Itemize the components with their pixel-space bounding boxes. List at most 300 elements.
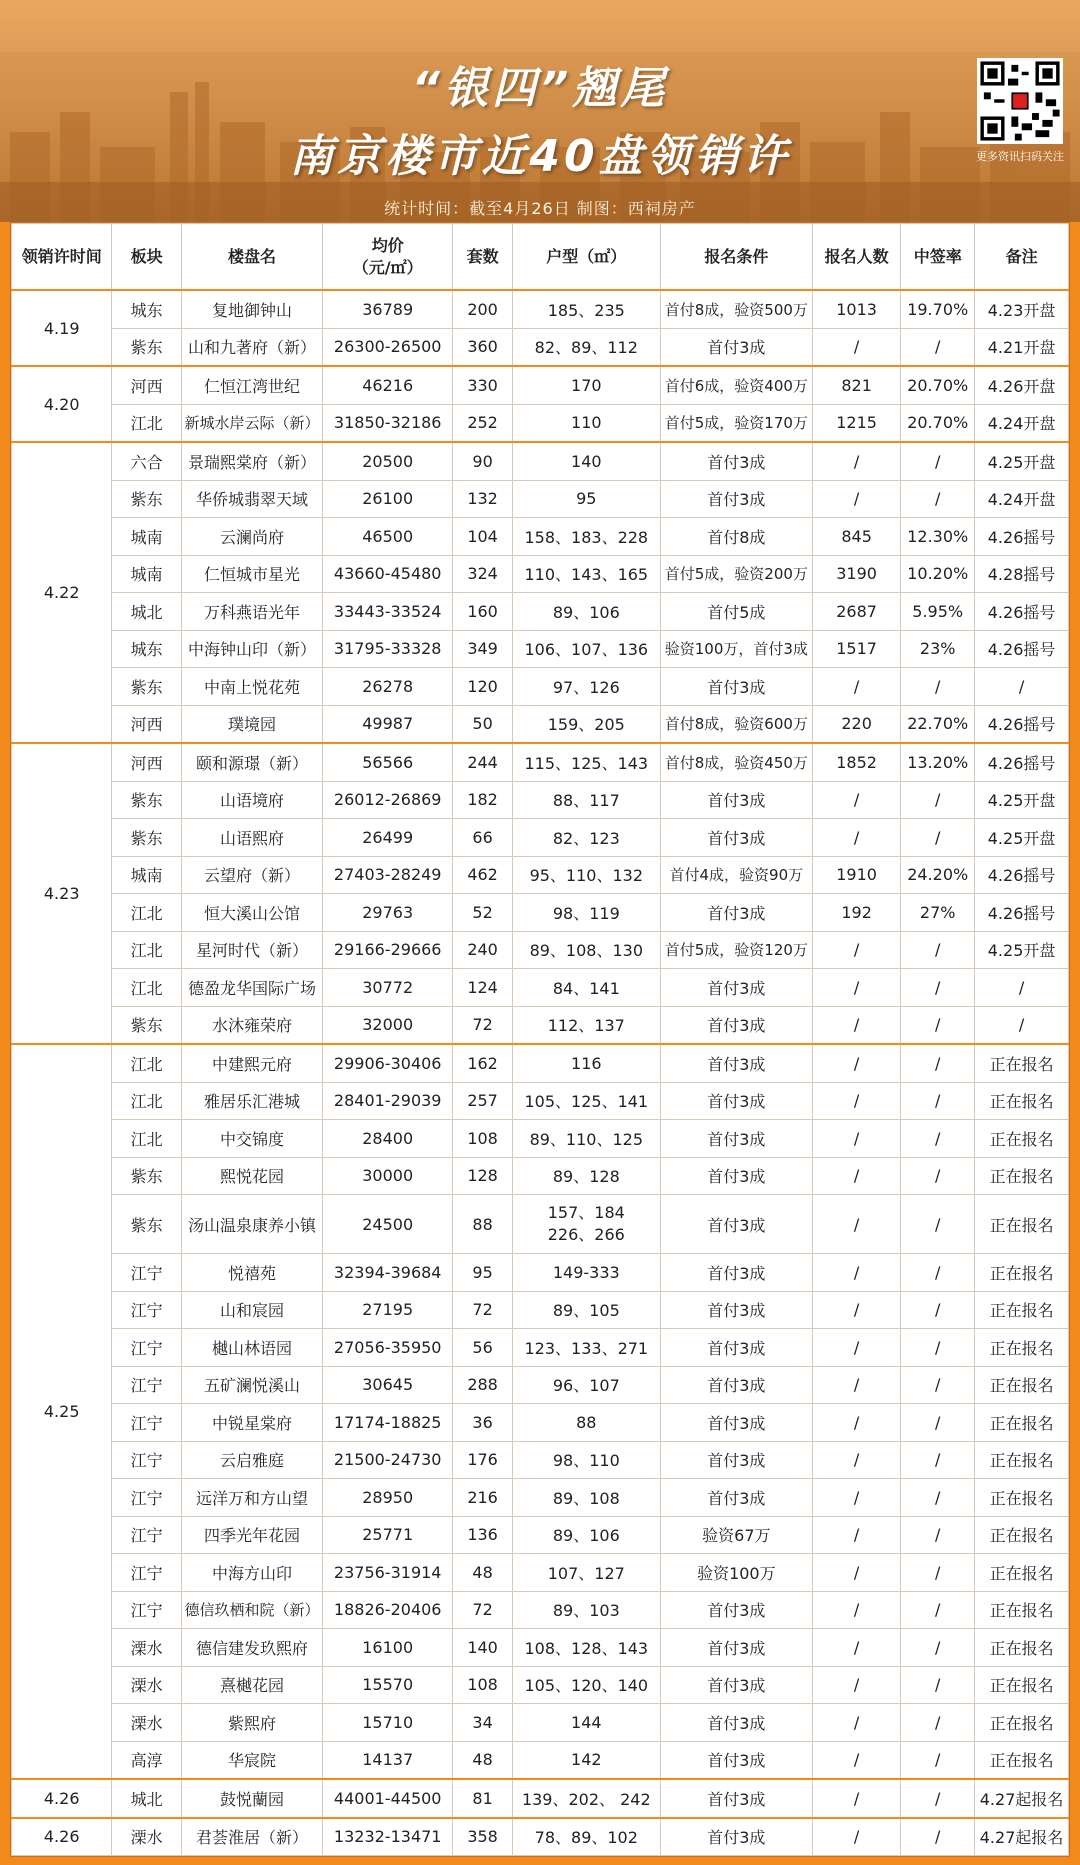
applicants-cell: 1852 <box>812 743 900 781</box>
district-cell: 江宁 <box>112 1291 182 1329</box>
win-rate-cell: / <box>901 1629 975 1667</box>
table-row <box>12 1741 1069 1779</box>
project-name-cell: 华宸院 <box>181 1741 322 1779</box>
district-cell: 六合 <box>112 442 182 480</box>
project-name-cell: 山语境府 <box>181 781 322 819</box>
price-cell: 23756-31914 <box>323 1554 453 1592</box>
layout-cell: 105、125、141 <box>512 1082 660 1120</box>
condition-cell: 首付8成，验资450万 <box>660 743 812 781</box>
table-row <box>12 290 1069 328</box>
applicants-cell: / <box>812 442 900 480</box>
column-header: 报名条件 <box>660 224 812 291</box>
condition-cell: 首付3成 <box>660 819 812 857</box>
district-cell: 河西 <box>112 366 182 404</box>
win-rate-cell: 5.95% <box>901 593 975 631</box>
layout-cell: 89、108 <box>512 1479 660 1517</box>
condition-cell: 首付3成 <box>660 1779 812 1818</box>
applicants-cell: / <box>812 1329 900 1367</box>
note-cell: 正在报名 <box>975 1516 1069 1554</box>
district-cell: 江宁 <box>112 1441 182 1479</box>
district-cell: 江宁 <box>112 1404 182 1442</box>
win-rate-cell: / <box>901 1554 975 1592</box>
note-cell: 4.25开盘 <box>975 931 1069 969</box>
units-cell: 50 <box>453 705 513 743</box>
project-name-cell: 远洋万和方山望 <box>181 1479 322 1517</box>
project-name-cell: 星河时代（新） <box>181 931 322 969</box>
units-cell: 48 <box>453 1741 513 1779</box>
column-header: 户型（㎡） <box>512 224 660 291</box>
project-name-cell: 云望府（新） <box>181 856 322 894</box>
project-name-cell: 汤山温泉康养小镇 <box>181 1195 322 1254</box>
table-row <box>12 328 1069 366</box>
project-name-cell: 中锐星棠府 <box>181 1404 322 1442</box>
win-rate-cell: / <box>901 1254 975 1292</box>
win-rate-cell: 10.20% <box>901 555 975 593</box>
table-row <box>12 781 1069 819</box>
project-name-cell: 中建熙元府 <box>181 1044 322 1082</box>
layout-cell: 139、202、 242 <box>512 1779 660 1818</box>
project-name-cell: 景瑞熙棠府（新） <box>181 442 322 480</box>
project-name-cell: 四季光年花园 <box>181 1516 322 1554</box>
price-cell: 26100 <box>323 480 453 518</box>
units-cell: 140 <box>453 1629 513 1667</box>
condition-cell: 首付5成 <box>660 593 812 631</box>
win-rate-cell: 20.70% <box>901 404 975 442</box>
district-cell: 紫东 <box>112 1006 182 1044</box>
applicants-cell: 192 <box>812 894 900 932</box>
win-rate-cell: 24.20% <box>901 856 975 894</box>
price-cell: 32394-39684 <box>323 1254 453 1292</box>
table-row <box>12 1120 1069 1158</box>
condition-cell: 验资67万 <box>660 1516 812 1554</box>
district-cell: 河西 <box>112 705 182 743</box>
win-rate-cell: / <box>901 668 975 706</box>
project-name-cell: 颐和源璟（新） <box>181 743 322 781</box>
note-cell: 正在报名 <box>975 1741 1069 1779</box>
note-cell: 4.25开盘 <box>975 442 1069 480</box>
applicants-cell: / <box>812 1044 900 1082</box>
table-row <box>12 630 1069 668</box>
win-rate-cell: / <box>901 1516 975 1554</box>
applicants-cell: 3190 <box>812 555 900 593</box>
district-cell: 城南 <box>112 518 182 556</box>
table-row <box>12 969 1069 1007</box>
project-name-cell: 君荟淮居（新） <box>181 1818 322 1856</box>
note-cell: 4.26摇号 <box>975 705 1069 743</box>
note-cell: 4.24开盘 <box>975 404 1069 442</box>
price-cell: 15570 <box>323 1666 453 1704</box>
price-cell: 26499 <box>323 819 453 857</box>
units-cell: 108 <box>453 1120 513 1158</box>
project-name-cell: 山和九著府（新） <box>181 328 322 366</box>
units-cell: 349 <box>453 630 513 668</box>
units-cell: 72 <box>453 1591 513 1629</box>
units-cell: 330 <box>453 366 513 404</box>
note-cell: 4.26摇号 <box>975 743 1069 781</box>
column-header: 备注 <box>975 224 1069 291</box>
price-cell: 33443-33524 <box>323 593 453 631</box>
note-cell: 4.26摇号 <box>975 894 1069 932</box>
condition-cell: 首付3成 <box>660 1404 812 1442</box>
column-header: 板块 <box>112 224 182 291</box>
district-cell: 江宁 <box>112 1479 182 1517</box>
price-cell: 43660-45480 <box>323 555 453 593</box>
note-cell: 4.26摇号 <box>975 518 1069 556</box>
applicants-cell: 1517 <box>812 630 900 668</box>
district-cell: 溧水 <box>112 1666 182 1704</box>
district-cell: 紫东 <box>112 1157 182 1195</box>
price-cell: 29763 <box>323 894 453 932</box>
table-row <box>12 819 1069 857</box>
price-cell: 30000 <box>323 1157 453 1195</box>
price-cell: 32000 <box>323 1006 453 1044</box>
layout-cell: 89、128 <box>512 1157 660 1195</box>
district-cell: 紫东 <box>112 328 182 366</box>
condition-cell: 首付3成 <box>660 1195 812 1254</box>
district-cell: 城北 <box>112 593 182 631</box>
price-cell: 28950 <box>323 1479 453 1517</box>
table-row <box>12 1666 1069 1704</box>
note-cell: 4.26摇号 <box>975 593 1069 631</box>
units-cell: 90 <box>453 442 513 480</box>
note-cell: 正在报名 <box>975 1666 1069 1704</box>
project-name-cell: 德信建发玖熙府 <box>181 1629 322 1667</box>
layout-cell: 159、205 <box>512 705 660 743</box>
district-cell: 江宁 <box>112 1254 182 1292</box>
layout-cell: 96、107 <box>512 1366 660 1404</box>
table-row <box>12 1157 1069 1195</box>
win-rate-cell: / <box>901 931 975 969</box>
price-cell: 15710 <box>323 1704 453 1742</box>
layout-cell: 78、89、102 <box>512 1818 660 1856</box>
win-rate-cell: / <box>901 819 975 857</box>
units-cell: 240 <box>453 931 513 969</box>
license-date-cell: 4.23 <box>12 743 112 1044</box>
units-cell: 244 <box>453 743 513 781</box>
win-rate-cell: 23% <box>901 630 975 668</box>
win-rate-cell: 12.30% <box>901 518 975 556</box>
win-rate-cell: 27% <box>901 894 975 932</box>
layout-cell: 98、119 <box>512 894 660 932</box>
district-cell: 城南 <box>112 856 182 894</box>
win-rate-cell: / <box>901 442 975 480</box>
applicants-cell: / <box>812 819 900 857</box>
units-cell: 176 <box>453 1441 513 1479</box>
project-name-cell: 山和宸园 <box>181 1291 322 1329</box>
layout-cell: 84、141 <box>512 969 660 1007</box>
price-cell: 28400 <box>323 1120 453 1158</box>
units-cell: 120 <box>453 668 513 706</box>
project-name-cell: 中海钟山印（新） <box>181 630 322 668</box>
project-name-cell: 中南上悦花苑 <box>181 668 322 706</box>
subtitle: 统计时间：截至4月26日 制图：西祠房产 <box>384 199 696 218</box>
price-cell: 31795-33328 <box>323 630 453 668</box>
units-cell: 252 <box>453 404 513 442</box>
layout-cell: 140 <box>512 442 660 480</box>
applicants-cell: 821 <box>812 366 900 404</box>
note-cell: 4.21开盘 <box>975 328 1069 366</box>
win-rate-cell: / <box>901 1195 975 1254</box>
applicants-cell: / <box>812 1254 900 1292</box>
win-rate-cell: / <box>901 1082 975 1120</box>
condition-cell: 首付3成 <box>660 480 812 518</box>
table-row <box>12 894 1069 932</box>
project-name-cell: 樾山林语园 <box>181 1329 322 1367</box>
project-name-cell: 中海方山印 <box>181 1554 322 1592</box>
units-cell: 288 <box>453 1366 513 1404</box>
column-header: 套数 <box>453 224 513 291</box>
layout-cell: 110 <box>512 404 660 442</box>
layout-cell: 89、106 <box>512 1516 660 1554</box>
condition-cell: 首付3成 <box>660 969 812 1007</box>
applicants-cell: / <box>812 781 900 819</box>
table-row <box>12 1366 1069 1404</box>
table-row <box>12 856 1069 894</box>
note-cell: 正在报名 <box>975 1554 1069 1592</box>
layout-cell: 105、120、140 <box>512 1666 660 1704</box>
note-cell: 4.24开盘 <box>975 480 1069 518</box>
units-cell: 72 <box>453 1291 513 1329</box>
win-rate-cell: / <box>901 1666 975 1704</box>
applicants-cell: / <box>812 1666 900 1704</box>
condition-cell: 首付8成，验资500万 <box>660 290 812 328</box>
win-rate-cell: / <box>901 1818 975 1856</box>
note-cell: 4.26摇号 <box>975 856 1069 894</box>
units-cell: 66 <box>453 819 513 857</box>
win-rate-cell: / <box>901 1291 975 1329</box>
project-name-cell: 山语熙府 <box>181 819 322 857</box>
license-date-cell: 4.20 <box>12 366 112 442</box>
project-name-cell: 悦禧苑 <box>181 1254 322 1292</box>
note-cell: 正在报名 <box>975 1591 1069 1629</box>
table-row <box>12 1044 1069 1082</box>
table-row <box>12 1254 1069 1292</box>
units-cell: 36 <box>453 1404 513 1442</box>
price-cell: 27403-28249 <box>323 856 453 894</box>
note-cell: 正在报名 <box>975 1120 1069 1158</box>
price-cell: 30772 <box>323 969 453 1007</box>
applicants-cell: / <box>812 1704 900 1742</box>
table-row <box>12 1629 1069 1667</box>
condition-cell: 首付3成 <box>660 1329 812 1367</box>
units-cell: 108 <box>453 1666 513 1704</box>
win-rate-cell: / <box>901 781 975 819</box>
note-cell: 正在报名 <box>975 1629 1069 1667</box>
condition-cell: 首付3成 <box>660 1591 812 1629</box>
condition-cell: 首付3成 <box>660 1120 812 1158</box>
project-name-cell: 万科燕语光年 <box>181 593 322 631</box>
win-rate-cell: / <box>901 1591 975 1629</box>
condition-cell: 首付3成 <box>660 1818 812 1856</box>
qr-caption: 更多资讯扫码关注 <box>976 150 1064 163</box>
condition-cell: 首付3成 <box>660 1254 812 1292</box>
layout-cell: 89、103 <box>512 1591 660 1629</box>
table-row <box>12 1704 1069 1742</box>
table-row <box>12 1404 1069 1442</box>
win-rate-cell: / <box>901 1366 975 1404</box>
table-row <box>12 1479 1069 1517</box>
applicants-cell: 220 <box>812 705 900 743</box>
price-cell: 25771 <box>323 1516 453 1554</box>
price-cell: 20500 <box>323 442 453 480</box>
table-row <box>12 1554 1069 1592</box>
price-cell: 36789 <box>323 290 453 328</box>
applicants-cell: / <box>812 1591 900 1629</box>
condition-cell: 首付3成 <box>660 328 812 366</box>
table-row <box>12 1195 1069 1254</box>
units-cell: 162 <box>453 1044 513 1082</box>
units-cell: 360 <box>453 328 513 366</box>
win-rate-cell: / <box>901 1404 975 1442</box>
condition-cell: 首付3成 <box>660 1006 812 1044</box>
layout-cell: 89、106 <box>512 593 660 631</box>
applicants-cell: / <box>812 1629 900 1667</box>
table-row <box>12 1818 1069 1856</box>
layout-cell: 185、235 <box>512 290 660 328</box>
layout-cell: 98、110 <box>512 1441 660 1479</box>
project-name-cell: 熙悦花园 <box>181 1157 322 1195</box>
price-cell: 49987 <box>323 705 453 743</box>
note-cell: 正在报名 <box>975 1044 1069 1082</box>
win-rate-cell: 22.70% <box>901 705 975 743</box>
table-row <box>12 1329 1069 1367</box>
table-row <box>12 404 1069 442</box>
qr-code-image[interactable] <box>977 58 1063 144</box>
note-cell: 正在报名 <box>975 1157 1069 1195</box>
district-cell: 江宁 <box>112 1554 182 1592</box>
price-cell: 27195 <box>323 1291 453 1329</box>
district-cell: 紫东 <box>112 1195 182 1254</box>
district-cell: 江宁 <box>112 1591 182 1629</box>
applicants-cell: 2687 <box>812 593 900 631</box>
layout-cell: 88、117 <box>512 781 660 819</box>
district-cell: 江北 <box>112 404 182 442</box>
layout-cell: 115、125、143 <box>512 743 660 781</box>
district-cell: 江宁 <box>112 1516 182 1554</box>
note-cell: 正在报名 <box>975 1291 1069 1329</box>
district-cell: 紫东 <box>112 781 182 819</box>
applicants-cell: / <box>812 1366 900 1404</box>
project-name-cell: 德盈龙华国际广场 <box>181 969 322 1007</box>
column-header: 中签率 <box>901 224 975 291</box>
layout-cell: 112、137 <box>512 1006 660 1044</box>
win-rate-cell: / <box>901 1044 975 1082</box>
district-cell: 紫东 <box>112 480 182 518</box>
applicants-cell: / <box>812 969 900 1007</box>
layout-cell: 110、143、165 <box>512 555 660 593</box>
note-cell: 4.25开盘 <box>975 819 1069 857</box>
applicants-cell: / <box>812 1195 900 1254</box>
license-table-container <box>10 222 1070 1857</box>
district-cell: 江宁 <box>112 1329 182 1367</box>
district-cell: 紫东 <box>112 819 182 857</box>
district-cell: 溧水 <box>112 1629 182 1667</box>
district-cell: 江北 <box>112 1082 182 1120</box>
note-cell: / <box>975 969 1069 1007</box>
district-cell: 紫东 <box>112 668 182 706</box>
project-name-cell: 鼓悦蘭园 <box>181 1779 322 1818</box>
note-cell: 4.28摇号 <box>975 555 1069 593</box>
applicants-cell: / <box>812 1157 900 1195</box>
project-name-cell: 熹樾花园 <box>181 1666 322 1704</box>
district-cell: 江北 <box>112 894 182 932</box>
price-cell: 30645 <box>323 1366 453 1404</box>
layout-cell: 97、126 <box>512 668 660 706</box>
price-cell: 29166-29666 <box>323 931 453 969</box>
condition-cell: 首付6成，验资400万 <box>660 366 812 404</box>
price-cell: 18826-20406 <box>323 1591 453 1629</box>
applicants-cell: / <box>812 1404 900 1442</box>
applicants-cell: / <box>812 1479 900 1517</box>
units-cell: 34 <box>453 1704 513 1742</box>
condition-cell: 首付4成，验资90万 <box>660 856 812 894</box>
layout-cell: 170 <box>512 366 660 404</box>
units-cell: 216 <box>453 1479 513 1517</box>
condition-cell: 首付3成 <box>660 894 812 932</box>
table-row <box>12 705 1069 743</box>
table-row <box>12 1006 1069 1044</box>
district-cell: 城东 <box>112 630 182 668</box>
note-cell: 正在报名 <box>975 1082 1069 1120</box>
layout-cell: 123、133、271 <box>512 1329 660 1367</box>
license-date-cell: 4.26 <box>12 1818 112 1856</box>
project-name-cell: 中交锦度 <box>181 1120 322 1158</box>
units-cell: 160 <box>453 593 513 631</box>
note-cell: / <box>975 668 1069 706</box>
title-block <box>0 52 1080 219</box>
district-cell: 江宁 <box>112 1366 182 1404</box>
district-cell: 河西 <box>112 743 182 781</box>
condition-cell: 首付5成，验资200万 <box>660 555 812 593</box>
table-row <box>12 593 1069 631</box>
district-cell: 城东 <box>112 290 182 328</box>
win-rate-cell: / <box>901 1741 975 1779</box>
project-name-cell: 雅居乐汇港城 <box>181 1082 322 1120</box>
layout-cell: 149-333 <box>512 1254 660 1292</box>
layout-cell: 88 <box>512 1404 660 1442</box>
condition-cell: 验资100万 <box>660 1554 812 1592</box>
project-name-cell: 恒大溪山公馆 <box>181 894 322 932</box>
applicants-cell: / <box>812 1291 900 1329</box>
applicants-cell: / <box>812 668 900 706</box>
win-rate-cell: / <box>901 1779 975 1818</box>
applicants-cell: 845 <box>812 518 900 556</box>
applicants-cell: / <box>812 1516 900 1554</box>
win-rate-cell: 13.20% <box>901 743 975 781</box>
column-header: 楼盘名 <box>181 224 322 291</box>
applicants-cell: / <box>812 931 900 969</box>
win-rate-cell: / <box>901 969 975 1007</box>
district-cell: 江北 <box>112 1120 182 1158</box>
units-cell: 132 <box>453 480 513 518</box>
table-row <box>12 1082 1069 1120</box>
win-rate-cell: / <box>901 1157 975 1195</box>
condition-cell: 首付3成 <box>660 442 812 480</box>
price-cell: 13232-13471 <box>323 1818 453 1856</box>
district-cell: 江北 <box>112 1044 182 1082</box>
layout-cell: 89、105 <box>512 1291 660 1329</box>
condition-cell: 首付3成 <box>660 1157 812 1195</box>
units-cell: 81 <box>453 1779 513 1818</box>
layout-cell: 82、123 <box>512 819 660 857</box>
win-rate-cell: / <box>901 1329 975 1367</box>
layout-cell: 142 <box>512 1741 660 1779</box>
district-cell: 江北 <box>112 931 182 969</box>
note-cell: 正在报名 <box>975 1329 1069 1367</box>
project-name-cell: 仁恒城市星光 <box>181 555 322 593</box>
condition-cell: 首付3成 <box>660 1441 812 1479</box>
project-name-cell: 新城水岸云际（新） <box>181 404 322 442</box>
